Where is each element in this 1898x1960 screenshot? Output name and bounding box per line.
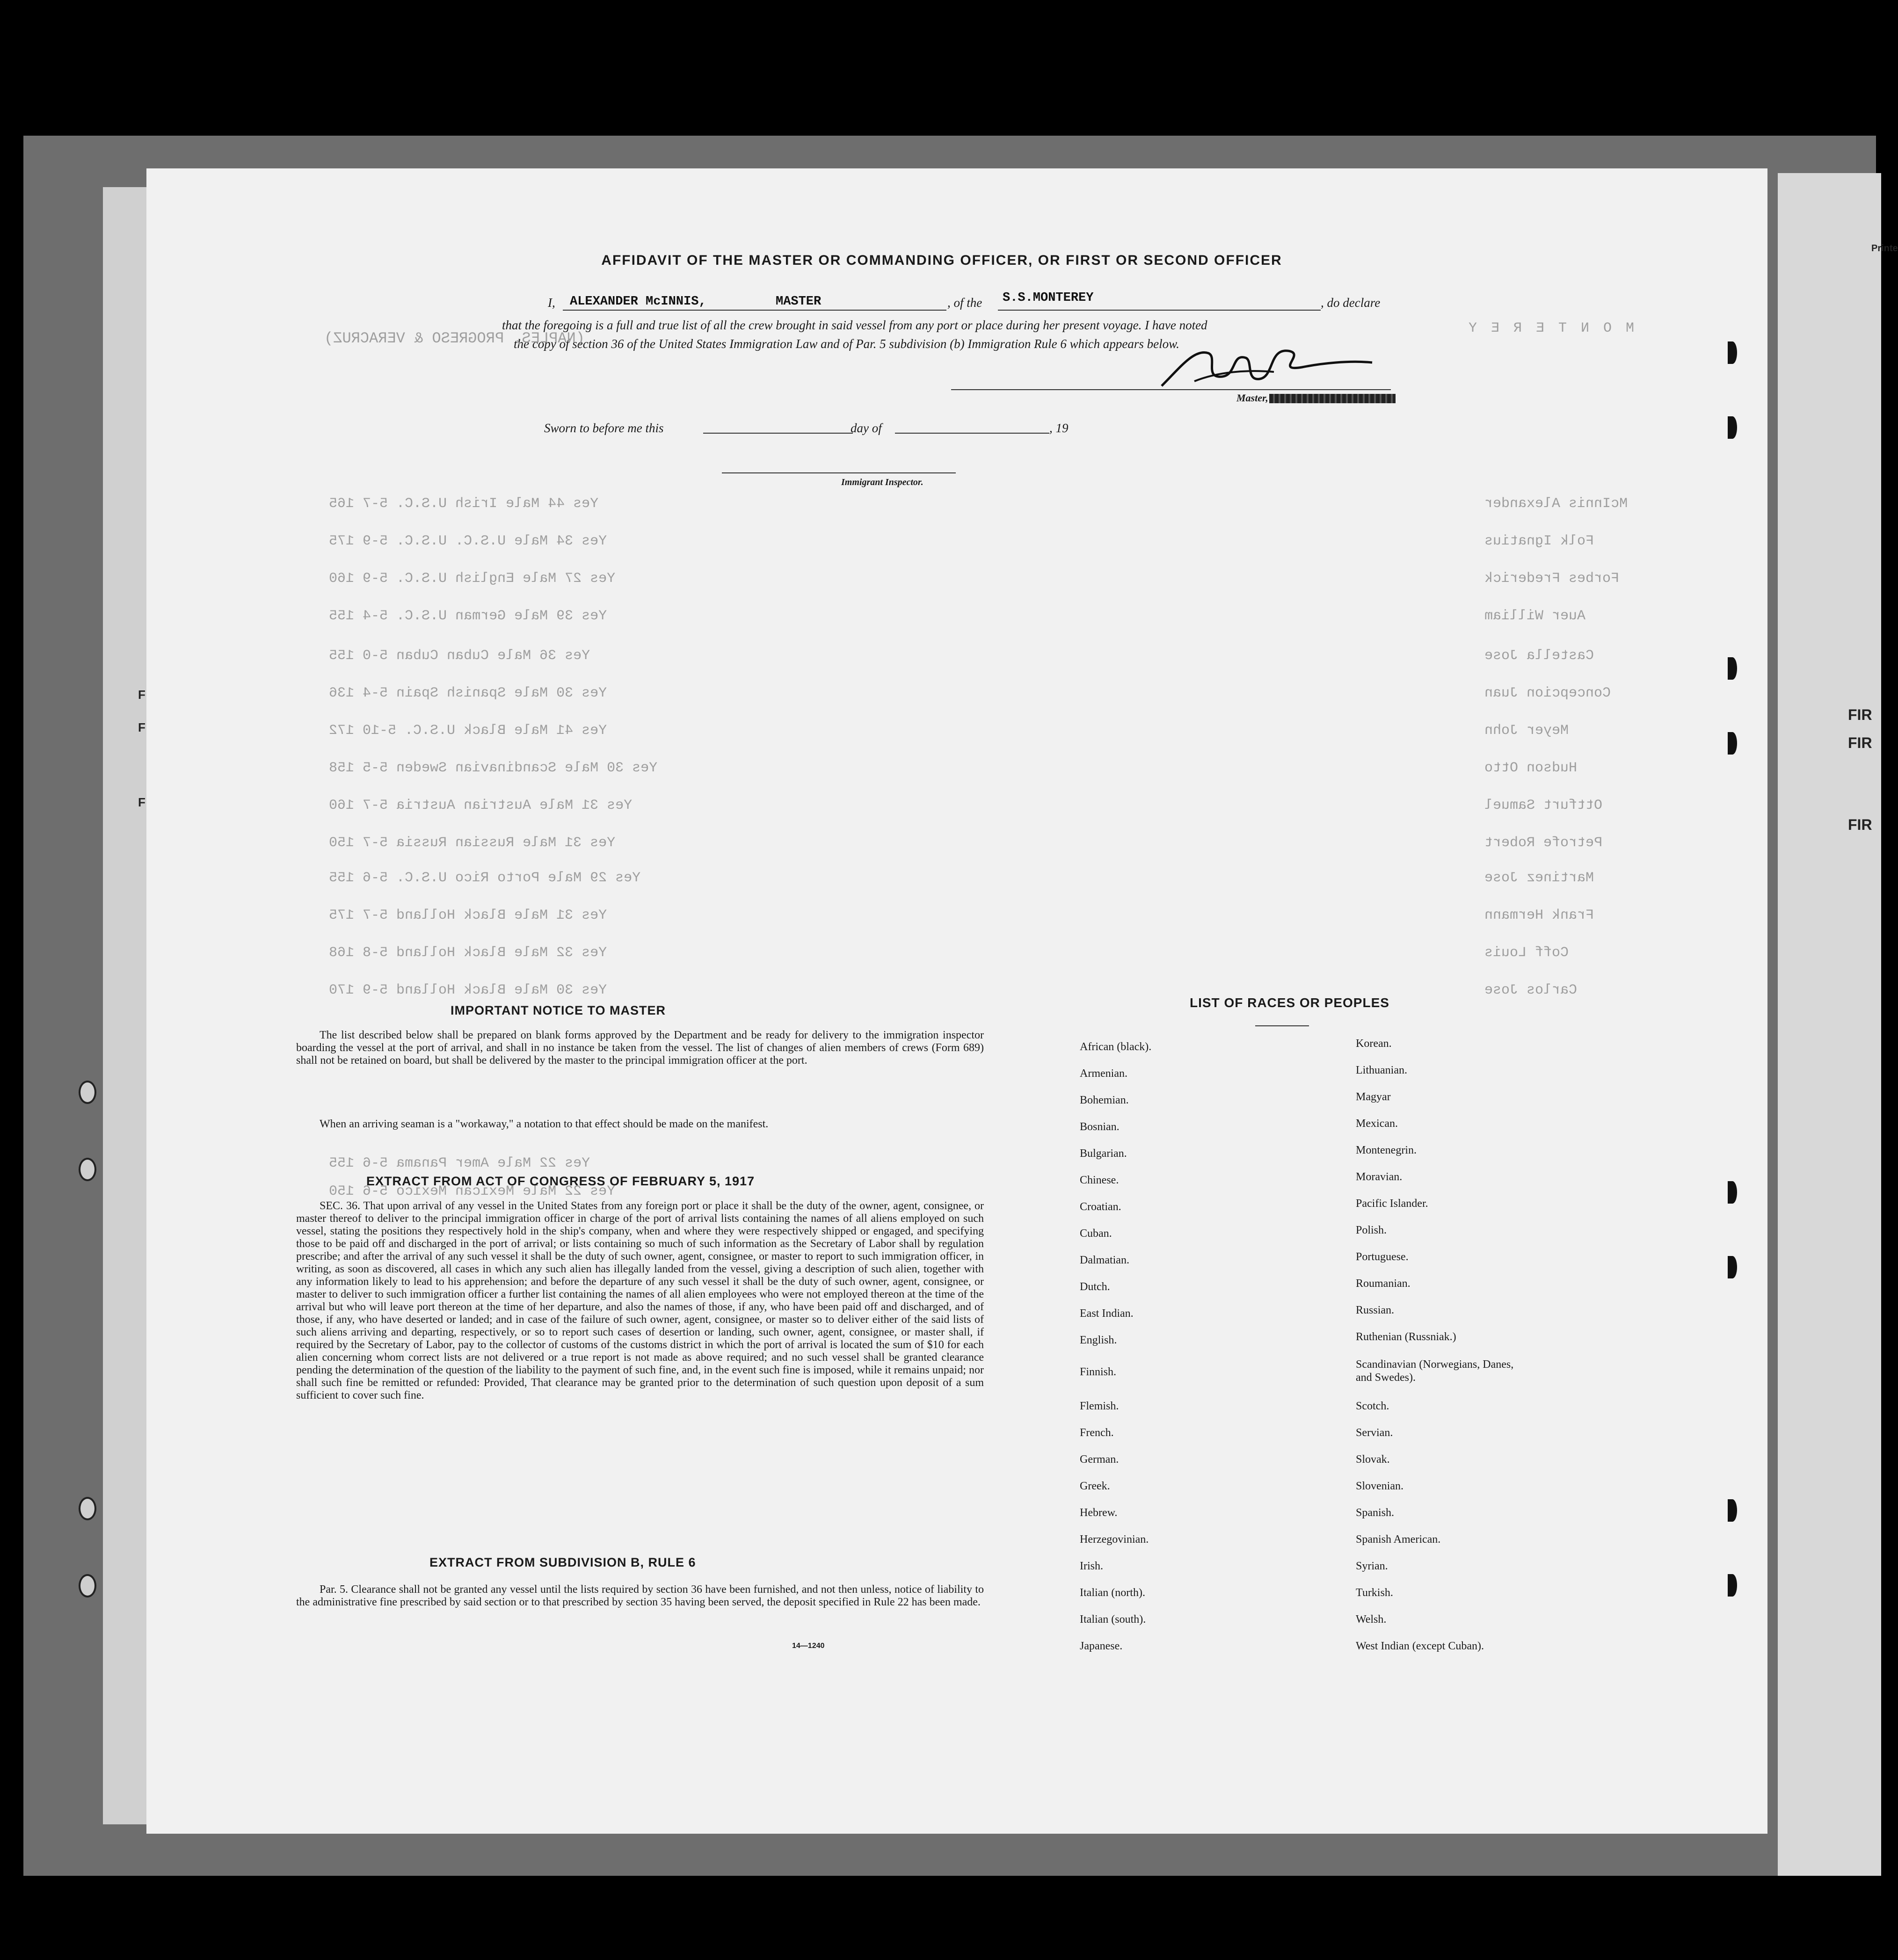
sworn-day-line xyxy=(703,433,853,434)
race-item: Cuban. xyxy=(1080,1227,1112,1240)
race-item: Scotch. xyxy=(1356,1400,1389,1412)
race-item: Bohemian. xyxy=(1080,1094,1129,1106)
master-name-line xyxy=(563,310,946,311)
extract-rule-text: Par. 5. Clearance shall not be granted any vessel until the lists required by section 36 have been furnished, and not then unless, notice of liability to the administrative fine prescribed by said section or to that prescribed by section 35 having been served, the deposit specified in Rule 22 has been made. xyxy=(296,1583,984,1608)
race-item: Slovenian. xyxy=(1356,1480,1404,1492)
extract-rule-title: EXTRACT FROM SUBDIVISION B, RULE 6 xyxy=(429,1555,696,1569)
bleed-row: Yes 32 Male Black Holland 5-8 168 xyxy=(329,945,607,961)
master-rank-typed: MASTER xyxy=(776,295,822,309)
race-item: Mexican. xyxy=(1356,1118,1398,1130)
race-item: Dalmatian. xyxy=(1080,1254,1129,1266)
race-item: Korean. xyxy=(1356,1038,1392,1050)
binding-ring-icon xyxy=(79,1574,96,1597)
master-label: Master, xyxy=(1236,392,1268,404)
race-item: Russian. xyxy=(1356,1304,1395,1316)
race-item: Syrian. xyxy=(1356,1560,1388,1572)
extract-act-text: SEC. 36. That upon arrival of any vessel in the United States from any foreign port or place it shall be the duty of the owner, agent, consignee, or master thereof to deliver to the principal immigration officer in charge of the port of arrival lists containing the names of all aliens employed on such vessel, stating the positions they respectively hold in the ship's company, when and where they were respectively shipped or engaged, and specifying those to be paid off and discharged in the port of arrival; or lists containing so much of such information as the Secretary of Labor shall by regulation prescribe; and after the arrival of any such vessel it shall be the duty of such owner, agent, consignee, or master to report to such immigration officer, in writing, as soon as discovered, all cases in which any such alien has illegally landed from the vessel, giving a description of such alien, together with any information likely to lead to his apprehension; and before the departure of any such vessel it shall be the duty of such owner, agent, consignee, or master to deliver to such immigration officer a further list containing the names of all alien employees who were not employed thereon at the time of the arrival but who will leave port thereon at the time of her departure, and also the names of those, if any, who have been paid off and discharged, and of those, if any, who have deserted or landed; and in case of the failure of such owner, agent, consignee, or master so to deliver either of the said lists of such aliens arriving and departing, respectively, or so to report such cases of desertion or landing, such owner, agent, consignee, or master shall, if required by the Secretary of Labor, pay to the collector of customs of the customs district in which the port of arrival is located the sum of $10 for each alien concerning whom correct lists are not delivered or a true report is not made as above required; and no such vessel shall be granted clearance pending the determination of the question of the liability to the payment of such fine, and, in the event such fine is imposed, while it remains unpaid; nor shall such fine be remitted or refunded: Provided, That clearance may be granted prior to the determination of such question upon deposit of a sum sufficient to cover such fine. xyxy=(296,1200,984,1401)
bleed-name: Auer William xyxy=(1484,608,1586,624)
bleed-row: Yes 30 Male Scandinavian Sweden 5-5 158 xyxy=(329,760,658,776)
race-item: East Indian. xyxy=(1080,1307,1134,1320)
race-item: Flemish. xyxy=(1080,1400,1119,1412)
bleed-row: Yes 22 Male Mexican Mexico 5-6 150 xyxy=(329,1183,616,1199)
bleed-name: Castella Jose xyxy=(1484,648,1594,664)
binding-hole xyxy=(1728,1256,1737,1278)
left-margin-letter-2: F xyxy=(138,720,145,734)
race-item: Dutch. xyxy=(1080,1281,1110,1293)
binding-hole xyxy=(1728,1181,1737,1204)
race-item: Chinese. xyxy=(1080,1174,1119,1186)
race-item: Japanese. xyxy=(1080,1640,1123,1652)
race-item: Italian (south). xyxy=(1080,1613,1146,1626)
races-title-rule xyxy=(1255,1025,1309,1026)
adjacent-letter-3: FIR xyxy=(1848,816,1872,833)
vessel-line xyxy=(998,310,1321,311)
bleed-through-header: (NAPLES, PROGRESO & VERACRUZ) xyxy=(324,330,585,347)
race-item: Servian. xyxy=(1356,1427,1393,1439)
extract-act-title: EXTRACT FROM ACT OF CONGRESS OF FEBRUARY 5, 1917 xyxy=(366,1174,755,1188)
bleed-name: Ottfurt Samuel xyxy=(1484,798,1603,813)
declaration-line-3: the copy of section 36 of the United States Immigration Law and of Par. 5 subdivision (b) Immigration Rule 6 which appears below. xyxy=(514,337,1179,351)
affidavit-title: AFFIDAVIT OF THE MASTER OR COMMANDING OFFICER, OR FIRST OR SECOND OFFICER xyxy=(601,253,1282,268)
bleed-name: Petrofe Robert xyxy=(1484,835,1603,851)
do-declare-label: , do declare xyxy=(1321,296,1381,310)
binding-ring-icon xyxy=(79,1081,96,1104)
bleed-through-vessel: M O N T E R E Y xyxy=(1466,320,1635,336)
race-item: Pacific Islander. xyxy=(1356,1198,1428,1210)
binding-ring-icon xyxy=(79,1497,96,1520)
year-label: , 19 xyxy=(1049,421,1069,435)
bleed-row: Yes 29 Male Porto Rico U.S.C. 5-6 155 xyxy=(329,870,641,886)
race-item: German. xyxy=(1080,1453,1119,1466)
signature-line xyxy=(951,389,1391,390)
binding-hole xyxy=(1728,1499,1737,1522)
bleed-name: Martinez Jose xyxy=(1484,870,1594,886)
manifest-page xyxy=(146,168,1767,1834)
race-item: Irish. xyxy=(1080,1560,1103,1572)
race-item: Moravian. xyxy=(1356,1171,1403,1183)
race-item: Croatian. xyxy=(1080,1201,1121,1213)
race-item: Spanish. xyxy=(1356,1507,1395,1519)
bleed-row: Yes 30 Male Black Holland 5-9 170 xyxy=(329,982,607,998)
adjacent-letter-2: FIR xyxy=(1848,734,1872,751)
race-item: Ruthenian (Russniak.) xyxy=(1356,1331,1456,1343)
race-item: Bulgarian. xyxy=(1080,1147,1127,1160)
bleed-row: Yes 36 Male Cuban Cuban 5-0 155 xyxy=(329,648,590,664)
adjacent-letter-1: FIR xyxy=(1848,706,1872,723)
left-margin-letter-1: F xyxy=(138,688,145,702)
race-item: Hebrew. xyxy=(1080,1507,1118,1519)
race-item: Italian (north). xyxy=(1080,1587,1145,1599)
form-number: 14—1240 xyxy=(792,1642,825,1650)
bleed-name: Carlos Jose xyxy=(1484,982,1578,998)
binding-hole xyxy=(1728,1574,1737,1597)
bleed-name: Forbes Frederick xyxy=(1484,571,1620,587)
race-item: Greek. xyxy=(1080,1480,1110,1492)
bleed-name: Hudson Otto xyxy=(1484,760,1578,776)
race-item: Roumanian. xyxy=(1356,1278,1411,1290)
notice-paragraph-2: When an arriving seaman is a "workaway," a notation to that effect should be made on the manifest. xyxy=(320,1118,769,1130)
race-item: Finnish. xyxy=(1080,1366,1117,1378)
inspector-label: Immigrant Inspector. xyxy=(841,477,924,487)
master-name-typed: ALEXANDER McINNIS, xyxy=(570,295,706,309)
sworn-month-line xyxy=(895,433,1049,434)
binding-hole xyxy=(1728,416,1737,439)
inspector-line xyxy=(722,472,956,473)
race-item: Bosnian. xyxy=(1080,1121,1120,1133)
of-the-label: , of the xyxy=(947,296,982,310)
struck-out-text xyxy=(1269,394,1396,403)
binding-ring-icon xyxy=(79,1158,96,1181)
race-item: Scandinavian (Norwegians, Danes, and Swedes). xyxy=(1356,1358,1514,1384)
race-item: French. xyxy=(1080,1427,1114,1439)
notice-title: IMPORTANT NOTICE TO MASTER xyxy=(451,1003,666,1017)
race-item: Polish. xyxy=(1356,1224,1387,1236)
bleed-name: McInnis Alexander xyxy=(1484,496,1628,512)
adjacent-printed-fragment: Printe xyxy=(1871,243,1898,254)
race-item: Slovak. xyxy=(1356,1453,1390,1466)
left-margin-letter-3: F xyxy=(138,795,145,809)
bleed-row: Yes 44 Male Irish U.S.C. 5-7 165 xyxy=(329,496,599,512)
race-item: Magyar xyxy=(1356,1091,1391,1103)
race-item: Lithuanian. xyxy=(1356,1064,1407,1076)
binding-hole xyxy=(1728,732,1737,755)
bleed-row: Yes 31 Male Austrian Austria 5-7 160 xyxy=(329,798,633,813)
declaration-prefix: I, xyxy=(548,296,555,310)
race-item: Welsh. xyxy=(1356,1613,1387,1626)
bleed-row: Yes 22 Male Amer Panama 5-6 155 xyxy=(329,1155,590,1171)
races-title: LIST OF RACES OR PEOPLES xyxy=(1190,995,1389,1010)
bleed-name: Frank Hermann xyxy=(1484,907,1594,923)
bleed-row: Yes 31 Male Russian Russia 5-7 150 xyxy=(329,835,616,851)
bleed-name: Concepcion Juan xyxy=(1484,685,1611,701)
notice-paragraph-1: The list described below shall be prepared on blank forms approved by the Department and be ready for delivery to the immigration inspector boarding the vessel at the port of arrival, and shall in no instance be taken from the vessel. The list of changes of alien members of crews (Form 689) shall not be retained on board, but shall be delivered by the master to the principal immigration officer at the port. xyxy=(296,1029,984,1067)
bleed-row: Yes 41 Male Black U.S.C. 5-10 172 xyxy=(329,723,607,739)
race-item: African (black). xyxy=(1080,1041,1152,1053)
declaration-line-2: that the foregoing is a full and true list of all the crew brought in said vessel from any port or place during her present voyage. I have noted xyxy=(502,318,1207,332)
bleed-row: Yes 30 Male Spanish Spain 5-4 136 xyxy=(329,685,607,701)
race-item: Portuguese. xyxy=(1356,1251,1409,1263)
binding-hole xyxy=(1728,341,1737,364)
binding-hole xyxy=(1728,657,1737,680)
adjacent-page-left xyxy=(103,187,147,1824)
race-item: Turkish. xyxy=(1356,1587,1393,1599)
bleed-name: Folk Ignatius xyxy=(1484,533,1594,549)
sworn-label: Sworn to before me this xyxy=(544,421,664,435)
race-item: English. xyxy=(1080,1334,1117,1346)
race-item: Spanish American. xyxy=(1356,1533,1441,1546)
bleed-name: Coff Louis xyxy=(1484,945,1569,961)
vessel-name-typed: S.S.MONTEREY xyxy=(1003,291,1094,305)
bleed-name: Meyer John xyxy=(1484,723,1569,739)
bleed-row: Yes 27 Male English U.S.C. 5-9 160 xyxy=(329,571,616,587)
bleed-row: Yes 39 Male German U.S.C. 5-4 155 xyxy=(329,608,607,624)
adjacent-page-right xyxy=(1778,173,1898,1876)
race-item: Armenian. xyxy=(1080,1067,1127,1080)
bleed-row: Yes 31 Male Black Holland 5-7 175 xyxy=(329,907,607,923)
race-item: Montenegrin. xyxy=(1356,1144,1417,1156)
race-item: Herzegovinian. xyxy=(1080,1533,1149,1546)
master-signature xyxy=(1152,334,1386,400)
race-item: West Indian (except Cuban). xyxy=(1356,1640,1484,1652)
day-of-label: day of xyxy=(851,421,882,435)
bleed-row: Yes 34 Male U.S.C. U.S.C. 5-9 175 xyxy=(329,533,607,549)
